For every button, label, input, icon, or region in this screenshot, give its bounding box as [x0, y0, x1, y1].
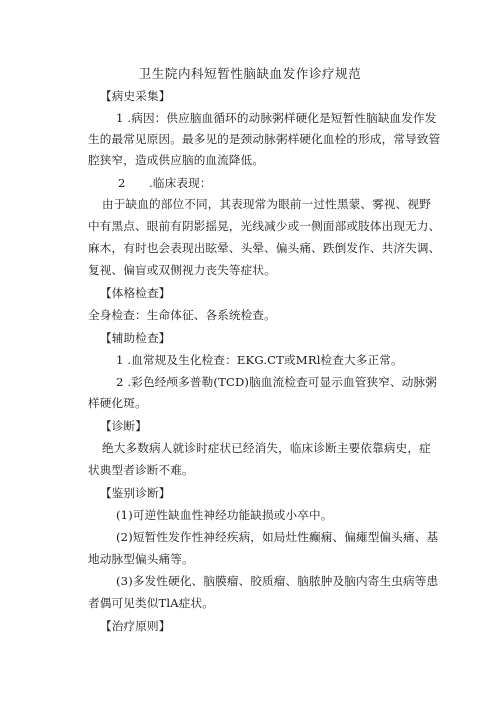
- history-2-label: 2 .临床表现：: [118, 176, 212, 190]
- diff-3-line-1: (3)多发性硬化、脑膜瘤、胶质瘤、脑脓肿及脑内寄生虫病等患: [116, 574, 439, 588]
- aux-1: 1 .血常规及生化检查：EKG.CT或MRl检查大多正常。: [116, 353, 403, 367]
- diff-2-line-1: (2)短暂性发作性神经疾病，如局灶性癫痫、偏瘫型偏头痛、基: [116, 530, 439, 544]
- history-heading: 【病史采集】: [100, 89, 171, 103]
- diag-line-2: 状典型者诊断不难。: [88, 463, 194, 477]
- diag-line-1: 绝大多数病人就诊时症状已经消失，临床诊断主要依靠病史，症: [102, 441, 431, 455]
- diff-1: (1)可逆性缺血性神经功能缺损或小卒中。: [116, 508, 333, 522]
- aux-heading: 【辅助检查】: [100, 331, 171, 345]
- exam-text: 全身检查：生命体征、各系统检查。: [88, 308, 276, 322]
- exam-heading: 【体格检查】: [100, 286, 171, 300]
- history-1-line-3: 腔狭窄，造成供应脑的血流降低。: [88, 153, 265, 167]
- treat-heading: 【治疗原则】: [100, 619, 171, 633]
- diag-heading: 【诊断】: [100, 419, 147, 433]
- history-1-line-2: 生的最常见原因。最多见的是颈动脉粥样硬化血栓的形成，常导致管: [88, 132, 441, 146]
- aux-2-line-1: 2 .彩色经颅多普勒(TCD)脑血流检查可显示血管狭窄、动脉粥: [116, 375, 438, 389]
- history-2-line-1: 由于缺血的部位不同，其表现常为眼前一过性黑蒙、雾视、视野: [102, 197, 431, 211]
- diff-heading: 【鉴别诊断】: [100, 486, 171, 500]
- aux-2-line-2: 样硬化斑。: [88, 396, 147, 410]
- document-title: 卫生院内科短暂性脑缺血发作诊疗规范: [138, 66, 362, 81]
- diff-3-line-2: 者偶可见类似TlA症状。: [88, 596, 214, 610]
- history-1-line-1: 1 .病因：供应脑血循环的动脉粥样硬化是短暂性脑缺血发作发: [116, 111, 437, 125]
- diff-2-line-2: 地动脉型偏头痛等。: [88, 552, 194, 566]
- history-2-line-4: 复视、偏盲或双侧视力丧失等症状。: [88, 263, 276, 277]
- history-2-line-2: 中有黑点、眼前有阴影摇晃，光线减少或一侧面部或肢体出现无力、: [88, 219, 441, 233]
- history-2-line-3: 麻木，有时也会表现出眩晕、头晕、偏头痛、跌倒发作、共济失调、: [88, 241, 441, 255]
